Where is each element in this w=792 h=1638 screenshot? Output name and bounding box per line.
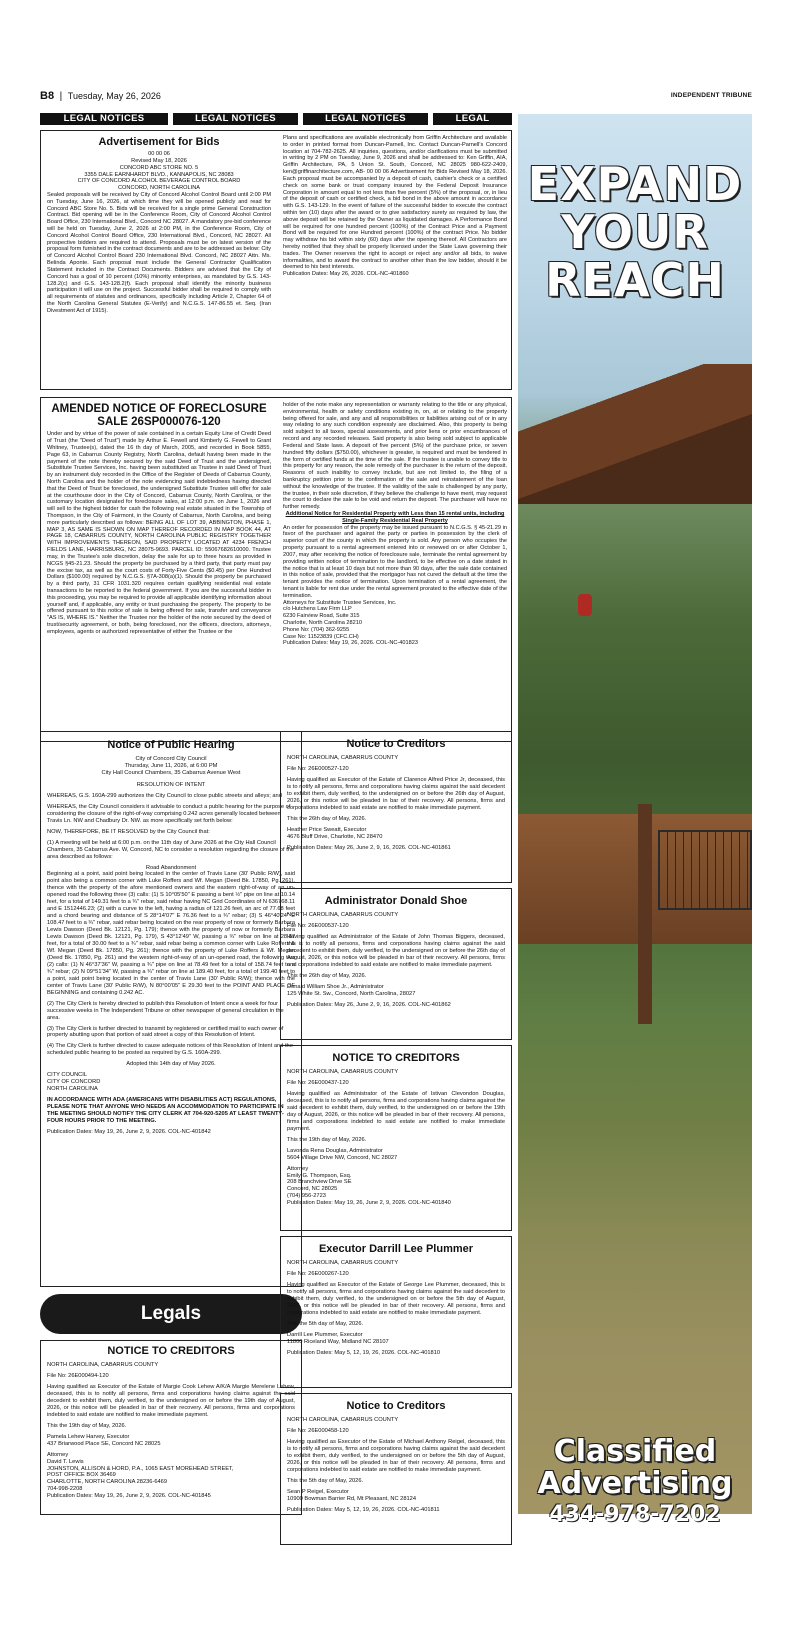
file-number: File No: 26E000437-120 bbox=[287, 1080, 349, 1087]
legals-section-label: Legals bbox=[40, 1294, 302, 1334]
resolution-heading: RESOLUTION OF INTENT bbox=[136, 781, 206, 788]
notice-body: Having qualified as Executor of the Estate of Clarence Alfred Price Jr, deceased, this is to notify all persons, firms and corporations having claims against the said decedent to exhibit them, duly verified, to the undersigned on or before the 26th day of August, 2026, or this notice will be pleaded in bar of their recovery. All persons, firms and corporations indebted to said estate are notified to make immediate payment. bbox=[287, 777, 505, 811]
notice-title: Notice of Public Hearing bbox=[107, 739, 235, 751]
notice-administrator-shoe bbox=[280, 888, 512, 1040]
notice-title: Advertisement for Bids bbox=[98, 136, 220, 148]
file-number: File No: 26E000537-120 bbox=[287, 923, 349, 930]
file-number: File No: 26E000458-120 bbox=[287, 1428, 349, 1435]
notice-county: NORTH CAROLINA, CABARRUS COUNTY bbox=[287, 1069, 399, 1076]
notice-body: holder of the note make any representation or warranty relating to the title or any physical, environmental, health or safety conditions existing in, on, at or relating to the property being offered for sale, and any and all responsibilities or liabilities arising out of or in any way relating to any such condition expressly are disclaimed. Also, this property is being sold subject to all taxes, special assessments, and prior liens or prior encumbrances of record and any recorded releases. Said property is also being sold subject to applicable Federal and State laws. A deposit of five percent (5%) of the purchase price, or seven hundred fifty dollars ($750.00), whichever is greater, is required and must be tendered in the form of certified funds at the time of the sale. If the trustee is unable to convey title to this property for any reason, the sole remedy of the purchaser is the return of the deposit. Reasons of such inability to convey include, but are not limited to, the filing of a bankruptcy petition prior to the confirmation of the sale and reinstatement of the loan without the knowledge of the trustee. If the validity of the sale is challenged by any party, the trustee, in their sole discretion, if they believe the challenge to have merit, may request the court to declare the sale to be void and return the deposit. The purchaser will have no further remedy. bbox=[283, 402, 507, 511]
notice-paragraph: (1) A meeting will be held at 6:00 p.m. on the 11th day of June 2026 at the City Hall Council Chambers, 35 Cabarrus Ave. W, Concord, NC to consider a resolution regarding the closure of the area described as follows: bbox=[47, 839, 295, 860]
ad-classified-label: Classified Advertising bbox=[537, 1434, 733, 1501]
publication-dates: Publication Dates: May 26, 2026. COL-NC-401860 bbox=[283, 271, 409, 278]
notice-title: AMENDED NOTICE OF FORECLOSURE SALE 26SP000076-120 bbox=[51, 403, 267, 428]
notice-signature: Sean P Reigel, Executor 10900 Bowman Barrier Rd, Mt Pleasant, NC 28124 bbox=[287, 1488, 416, 1502]
notice-signature: Donald William Shoe Jr., Administrator 125 White St. Sw., Concord, North Carolina, 28027 bbox=[287, 983, 416, 997]
notice-paragraph: Beginning at a point, said point being located in the center of Travis Lane (30' Public R/W), said point also being a common corner with Luke Roffers and Wf. Megan (Deed Bk. 17850, Pg. 261), thence with the property of the afore mentioned owners and the eastern right-of-way of an un-opened road the following three (3) calls: (1) S 10°05'50" E passing a bent ½" pipe on line at 10.14 feet, for a total of 149.31 feet to a ¾" rebar, said rebar having NC Grid Coordinates of N 636768.11 and E 1512446.23; (2) with a curve to the left, having a radius of 121.26 feet, an arc of 77.68 feet and a chord bearing and distance of S 28°14'07" E 76.36 feet to a ¾" rebar; (3) S 46°40'24" E 108.47 feet to a ¾" rebar, said rebar being located on the rear property of now or formerly Barbara Lewis Dawson (Deed Bk. 12121, Pg. 179); thence with the property of now or formerly Barbara Lewis Dawson (Deed Bk. 12121, Pg. 179), S 43°12'49" W, passing a ¾" rebar on line at 28.87 feet, for a total of 30.00 feet to a ¾" rebar, said rebar being a common corner with Luke Roffers & Wf. Megan (Deed Bk. 17850, Pg. 261); thence with the property of Luke Roffers & Wf. Megan (Deed Bk. 17850, Pg. 261) and the western right-of-way of an un-opened road, the following two (2) calls: (1) N 46°37'36" W, passing a ¾" pipe on line at 78.49 feet for a total of 158.74 feet to a ¾" rebar; (2) N 09°51'34" W, passing a ¾" rebar on line at 189.40 feet, for a total of 199.40 feet to a point, said point being located in the center of Travis Lane (30' Public R/W); thence with the center of Travis Lane (30' Public R/W), N 80°00'05" E 29.30 feet to the POINT AND PLACE OF BEGINNING and containing 0.242 AC. bbox=[47, 871, 295, 996]
ad-photo-railing bbox=[658, 830, 752, 910]
publication-dates: Publication Dates: May 19, 26, June 2, 9, 2026. COL-NC-401840 bbox=[287, 1200, 451, 1207]
notice-paragraph: (3) The City Clerk is further directed to transmit by registered or certified mail to each owner of property abutting upon that portion of said street a copy of this Resolution of Intent. bbox=[47, 1025, 284, 1039]
legal-notices-banner: LEGAL NOTICES bbox=[173, 113, 298, 125]
notice-date: This the 19th day of May, 2026. bbox=[287, 1136, 367, 1143]
notice-to-creditors-price bbox=[280, 731, 512, 883]
publication-name: INDEPENDENT TRIBUNE bbox=[670, 92, 752, 99]
ad-phone-number: 434-978-7202 bbox=[549, 1502, 721, 1527]
notice-date: This the 19th day of May, 2026. bbox=[47, 1422, 127, 1429]
legal-notices-banner: LEGAL NOTICES bbox=[303, 113, 428, 125]
notice-title: Administrator Donald Shoe bbox=[324, 895, 468, 907]
notice-county: NORTH CAROLINA, CABARRUS COUNTY bbox=[287, 755, 399, 762]
ad-photo-roof bbox=[518, 364, 752, 504]
file-number: File No: 26E000494-120 bbox=[47, 1373, 109, 1380]
publication-dates: Publication Dates: May 19, 26, June 2, 9, 2026. COL-NC-401845 bbox=[47, 1493, 211, 1500]
legal-notices-banner: LEGAL NOTICES bbox=[40, 113, 168, 125]
notice-signature: Darrill Lee Plummer, Executor 11800 Riceland Way, Midland NC 28107 bbox=[287, 1331, 389, 1345]
ad-photo-post bbox=[638, 804, 652, 1024]
notice-signature: Pamela Lehew Harvey, Executor 437 Briarwood Place SE, Concord NC 28025 bbox=[47, 1433, 161, 1447]
publication-dates: Publication Dates: May 26, June 2, 9, 16, 2026. COL-NC-401861 bbox=[287, 844, 451, 851]
attorney-info: Attorney Emily G. Thompson, Esq. 208 Branchview Drive SE Concord, NC 28025 (704) 956-2723 bbox=[287, 1165, 352, 1200]
notice-to-creditors-lehew bbox=[40, 1340, 302, 1515]
notice-to-creditors-reigel bbox=[280, 1393, 512, 1545]
ada-notice: IN ACCORDANCE WITH ADA (AMERICANS WITH DISABILITIES ACT) REGULATIONS, PLEASE NOTE THAT ANYONE WHO NEEDS AN ACCOMMODATION TO PARTICIPATE IN THE MEETING SHOULD NOTIFY THE CITY CLERK AT 704-920-5205 AT LEAST TWENTY-FOUR HOURS PRIOR TO THE MEETING. bbox=[47, 1097, 284, 1124]
notice-public-hearing bbox=[40, 731, 302, 1287]
notice-body: Plans and specifications are available electronically from Griffin Architecture and available to order in printed format from Duncan-Parnell, Inc. Contact Duncan-Parnell's Concord location at 704-782-2625. All inquiries, questions, and/or clarifications must be submitted in writing by 2 PM on Tuesday, June 9, 2026 and shall be addressed to: Ken Griffin, AIA, Griffin Architecture, PA, 5 Union St. South, Concord, NC 28025 980-622-2409, ken@griffinarchitecture.com, AB- 00 00 06 Advertisement for Bids Revised May 18, 2026. Each proposal must be accompanied by a deposit of cash, cashier's check or a certified check on some bank or trust company insured by the Federal Deposit Insurance Corporation in amount equal to not less than five percent (5%) of the proposal, or, in lieu of the deposit of cash or certified check, a bid bond in the above amount in accordance with G.S. 143-129. In the event of failure of the successful bidder to execute the contract within ten (10) days after the award or to give satisfactory surety as required by law, the above deposit will be retained by the Owner as liquidated damages. A Performance Bond will be required for one hundred percent (100%) of the Contract Price and a Payment Bond will be required for one Hundred percent (100%) of the contract Price. No bidder may withdraw his bid within sixty (60) days after the opening thereof. All Contractors are hereby notified that they shall be properly licensed under the State Laws governing their trades. The Owner reserves the right to accept or reject any and/or all bids, to waive informalities, and to award the contract to another other than the low bidder, should it be deemed to his best interests. bbox=[283, 135, 507, 271]
file-number: File No: 26E000267-120 bbox=[287, 1271, 349, 1278]
notice-date: This the 26th day of May, 2026. bbox=[287, 972, 367, 979]
publication-dates: Publication Dates: May 5, 12, 19, 26, 2026. COL-NC-401810 bbox=[287, 1349, 441, 1356]
notice-county: NORTH CAROLINA, CABARRUS COUNTY bbox=[287, 912, 399, 919]
notice-county: NORTH CAROLINA, CABARRUS COUNTY bbox=[287, 1417, 399, 1424]
notice-advertisement-for-bids bbox=[40, 130, 512, 390]
notice-subheading: Additional Notice for Residential Property with Less than 15 rental units, including Single-Family Residential Real Property bbox=[285, 511, 505, 524]
bids-heading: 00 00 06 Revised May 18, 2026 CONCORD ABC STORE NO. 5 3355 DALE EARNHARDT BLVD., KANNAPOLIS, NC 28083 CITY OF CONCORD ALCOHOL BEVERAGE CONTROL BOARD CONCORD, NORTH CAROLINA bbox=[77, 151, 241, 192]
classified-advertising-ad bbox=[518, 114, 752, 1527]
notice-body: Having qualified as Executor of the Estate of Michael Anthony Reigel, deceased, this is to notify all persons, firms and corporations having claims against the said decedent to exhibit them, duly verified, to the undersigned on or before the 5th day of August, 2026, or this notice will be pleaded in bar of their recovery. All persons, firms and corporations indebted to said estate are notified to make immediate payment. bbox=[287, 1439, 505, 1473]
notice-title: Executor Darrill Lee Plummer bbox=[318, 1243, 474, 1255]
notice-paragraph: WHEREAS, the City Council considers it advisable to conduct a public hearing for the purpose of considering the closure of the right-of-way comprising 0.242 acres generally located between Travis Ln. NW and Chadbury Dr. NW. as more specifically set forth below: bbox=[47, 803, 291, 824]
adopted-date: Adopted this 14th day of May 2026. bbox=[126, 1061, 216, 1068]
publication-dates: Publication Dates: May 5, 12, 19, 26, 2026. COL-NC-401811 bbox=[287, 1506, 440, 1513]
ad-headline: EXPAND YOUR REACH bbox=[527, 157, 743, 307]
notice-title: NOTICE TO CREDITORS bbox=[107, 1345, 235, 1357]
notice-executor-plummer bbox=[280, 1236, 512, 1388]
notice-title: Notice to Creditors bbox=[346, 738, 446, 750]
publication-dates: Publication Dates: May 19, 26, June 2, 9, 2026. COL-NC-401842 bbox=[47, 1128, 211, 1135]
notice-county: NORTH CAROLINA, CABARRUS COUNTY bbox=[47, 1362, 159, 1369]
notice-date: This the 26th day of May, 2026. bbox=[287, 815, 367, 822]
notice-signature: Heather Price Sweatt, Executor 4676 Bluff Drive, Charlotte, NC 28470 bbox=[287, 826, 383, 840]
file-number: File No: 26E000527-120 bbox=[287, 766, 349, 773]
notice-signature: Lavonda Rena Douglas, Administrator 5604 Village Drive NW, Concord, NC 28027 bbox=[287, 1147, 398, 1161]
notice-title: NOTICE TO CREDITORS bbox=[332, 1052, 460, 1064]
publication-dates: Publication Dates: May 19, 26, 2026. COL-NC-401823 bbox=[283, 640, 418, 647]
notice-paragraph: WHEREAS, G.S. 160A-299 authorizes the City Council to close public streets and alleys; and bbox=[47, 792, 282, 799]
hearing-heading: City of Concord City Council Thursday, June 11, 2026, at 6:00 PM City Hall Council Chambers, 35 Cabarrus Avenue West bbox=[101, 756, 241, 776]
notice-paragraph: (4) The City Clerk is further directed to cause adequate notices of this Resolution of Intent and the scheduled public hearing to be posted as required by G.S. 160A-299. bbox=[47, 1043, 293, 1057]
publication-dates: Publication Dates: May 26, June 2, 9, 16, 2026. COL-NC-401862 bbox=[287, 1001, 451, 1008]
road-abandonment-heading: Road Abandonment bbox=[145, 864, 197, 871]
notice-title: Notice to Creditors bbox=[346, 1400, 446, 1412]
notice-date: This the 5th day of May, 2026. bbox=[287, 1320, 364, 1327]
ad-photo-lantern bbox=[578, 594, 592, 616]
notice-body: Having qualified as Administrator of the Estate of John Thomas Biggers, deceased, this is to notify all persons, firms and corporations having claims against the said decedent to exhibit them, duly verified, to the undersigned on or before the 26th day of August, 2026, or this notice will be pleaded in bar of their recovery. All persons, firms and corporations indebted to said estate are notified to make immediate payment. bbox=[287, 934, 505, 968]
council-signature: CITY COUNCIL CITY OF CONCORD NORTH CAROLINA bbox=[47, 1072, 101, 1093]
page-header: B8 | Tuesday, May 26, 2026 INDEPENDENT TRIBUNE bbox=[40, 90, 752, 102]
notice-foreclosure bbox=[40, 397, 512, 742]
notice-paragraph: NOW, THEREFORE, BE IT RESOLVED by the City Council that: bbox=[47, 828, 210, 835]
notice-date: This the 5th day of May, 2026. bbox=[287, 1477, 364, 1484]
notice-body: Under and by virtue of the power of sale contained in a certain Equity Line of Credit Deed of Trust (the "Deed of Trust") made by Arthur E. Fewell and Kimberly G. Fewell to Grant Whitney, Trustee(s), dated the 16 th day of March, 2005, and recorded in Book 5855, Page 63, in Cabarrus County Registry, North Carolina, default having been made in the payment of the note thereby secured by the said Deed of Trust and the undersigned, Substitute Trustee Services, Inc. having been substituted as Trustee in said Deed of Trust by an instrument duly recorded in the Office of the Register of Deeds of Cabarrus County, North Carolina and the holder of the note evidencing said indebtedness having directed that the Deed of Trust be foreclosed, the undersigned Substitute Trustee will offer for sale at the courthouse door in the City of Concord, Cabarrus County, North Carolina, or the customary location designated for foreclosure sales, at 12:00 p.m. on June 1, 2026 and will sell to the highest bidder for cash the following real estate situated in the Township of Thompson, in the City of Fairmont, in the County of Cabarrus, North Carolina, and being more particularly described as follows: BEING ALL OF LOT 39, ABBINGTON, PHASE 1, MAP 3, AS SAME IS SHOWN ON MAP THEREOF RECORDED IN MAP BOOK 44, AT PAGE 18, CABARRUS COUNTY, NORTH CAROLINA PUBLIC REGISTRY TOGETHER WITH IMPROVEMENTS THEREON, SAID PROPERTY LOCATED AT 4234 FRENCH FIELDS LANE, HARRISBURG, NC 28075-9693. PARCEL ID: 55067682610000. Trustee may, in the Trustee's sole discretion, delay the sale for up to three hours as provided in NCGS §45-21.23. Should the property be purchased by a third party, that party must pay the excise tax, as well as the court costs of Forty-Five Cents ($0.45) per One Hundred Dollars ($100.00) required by N.C.G.S. §7A-308(a)(1). Should the property be purchased by a third party, 31 CFR 1031.320 requires certain qualifying residential real estate transactions to be reported to the federal government. If you are the successful bidder in this proceeding, you may be required to provide all applicable identifying information about yourself and, if applicable, any entity or trust purchasing the property. The property to be offered pursuant to this notice of sale is being offered for sale, transfer and conveyance "AS IS, WHERE IS." Neither the Trustee nor the holder of the note secured by the deed of trust/security agreement, or both, being foreclosed, nor the officers, directors, attorneys, employees, agents or authorized representative of either the Trustee or the bbox=[47, 431, 271, 635]
issue-date: Tuesday, May 26, 2026 bbox=[67, 91, 161, 101]
notice-body: Having qualified as Administrator of the Estate of Istivan Clevondon Douglas, deceased, this is to notify all persons, firms and corporations having claims against the said decedent to exhibit them, duly verified, to the undersigned on or before the 19th day of August, 2026, or this notice will be pleaded in bar of their recovery. All persons, firms and corporations indebted to said estate are notified to make immediate payment. bbox=[287, 1091, 505, 1132]
notice-body: Having qualified as Executor of the Estate of George Lee Plummer, deceased, this is to notify all persons, firms and corporations having claims against the said decedent to exhibit them, duly verified, to the undersigned on or before the 5th day of August, 2026, or this notice will be pleaded in bar of their recovery. All persons, firms and corporations indebted to said estate are notified to make immediate payment. bbox=[287, 1282, 505, 1316]
attorney-info: Attorney David T. Lewis JOHNSTON, ALLISON & HORD, P.A., 1065 EAST MOREHEAD STREET, POST OFFICE BOX 36469 CHARLOTTE, NORTH CAROLINA 28236-6469 704-998-2208 bbox=[47, 1451, 234, 1493]
legal-notices-banner: LEGAL NOTICES bbox=[433, 113, 512, 125]
notice-body: An order for possession of the property may be issued pursuant to N.C.G.S. § 45-21.29 in favor of the purchaser and against the party or parties in possession by the clerk of superior court of the county in which the property is sold. Any person who occupies the property pursuant to a rental agreement entered into or renewed on or after October 1, 2007, may after receiving the notice of foreclosure sale, terminate the rental agreement by providing written notice of termination to the landlord, to be effective on a date stated in the notice that is at least 10 days but not more than 90 days, after the sale date contained in this notice of sale, provided that the mortgagor has not cured the default at the time the tenant provides the notice of termination. Upon termination of a rental agreement, the tenant is liable for rent due under the rental agreement prorated to the effective date of the termination. bbox=[283, 524, 507, 599]
notice-signature: Attorneys for Substitute Trustee Services, Inc. c/o Hutchens Law Firm LLP 6230 Fairview Road, Suite 315 Charlotte, North Carolina 28210 Phone No: (704) 362-9255 Case No: 11523839 (CFC.CH) bbox=[283, 599, 397, 640]
notice-to-creditors-douglas bbox=[280, 1045, 512, 1231]
notice-body: Sealed proposals will be received by City of Concord Alcohol Control Board until 2:00 PM on Tuesday, June 16, 2026, at which time they will be opened publicly and read for Concord ABC Store No. 5. Bids will be received for a single prime General Construction Contract. Bid opening will be in the Conference Room, City of Concord Alcohol Control Board Office, 230 International Blvd., Concord NC 28027. A mandatory pre-bid conference will be held on Tuesday, June 2, 2026 at 2:00 PM, in the Conference Room, City of Concord Alcohol Control Board Office, 230 International Blvd., Concord, NC 28027. All prospective bidders are required to attend. Proposals must be on latest version of the proposal form furnished in the contract documents and are to be addressed as below: City of Concord Alcohol Control Board 230 International Blvd. Concord, NC 28027 Attn. Ms. Belinda Aponte. Each proposal must include the General Contractor Qualification Statement included in the Contract Documents. Bidders are advised that the City of Concord has a goal of 10 percent (10%) minority enterprises, as mandated by G.S. 143-128.2(c) and G.S. 143-128.2(f). Each proposal shall identify the minority business participation it will use on the project. Successful bidder shall be required to comply with all requirements of statutes and ordinances, specifically including Article 2, Chapter 64 of the North Carolina General Statutes (E-Verify) and N.C.G.S. 147-86.55 et. Seq. (Iran Divestment Act of 1915). bbox=[47, 191, 271, 314]
notice-paragraph: (2) The City Clerk is hereby directed to publish this Resolution of Intent once a week for four successive weeks in The Independent Tribune or other newspaper of general circulation in the area. bbox=[47, 1000, 284, 1021]
notice-body: Having qualified as Executor of the Estate of Margie Cook Lehew A/K/A Margie Merelene Lehew, deceased, this is to notify all persons, firms and corporations having claims against the said decedent to exhibit them, duly verified, to the undersigned on or before the 19th day of August, 2026, or this notice will be pleaded in bar of their recovery. All persons, firms and corporations indebted to said estate are notified to make immediate payment. bbox=[47, 1384, 295, 1418]
notice-county: NORTH CAROLINA, CABARRUS COUNTY bbox=[287, 1260, 399, 1267]
page-number: B8 bbox=[40, 90, 55, 102]
